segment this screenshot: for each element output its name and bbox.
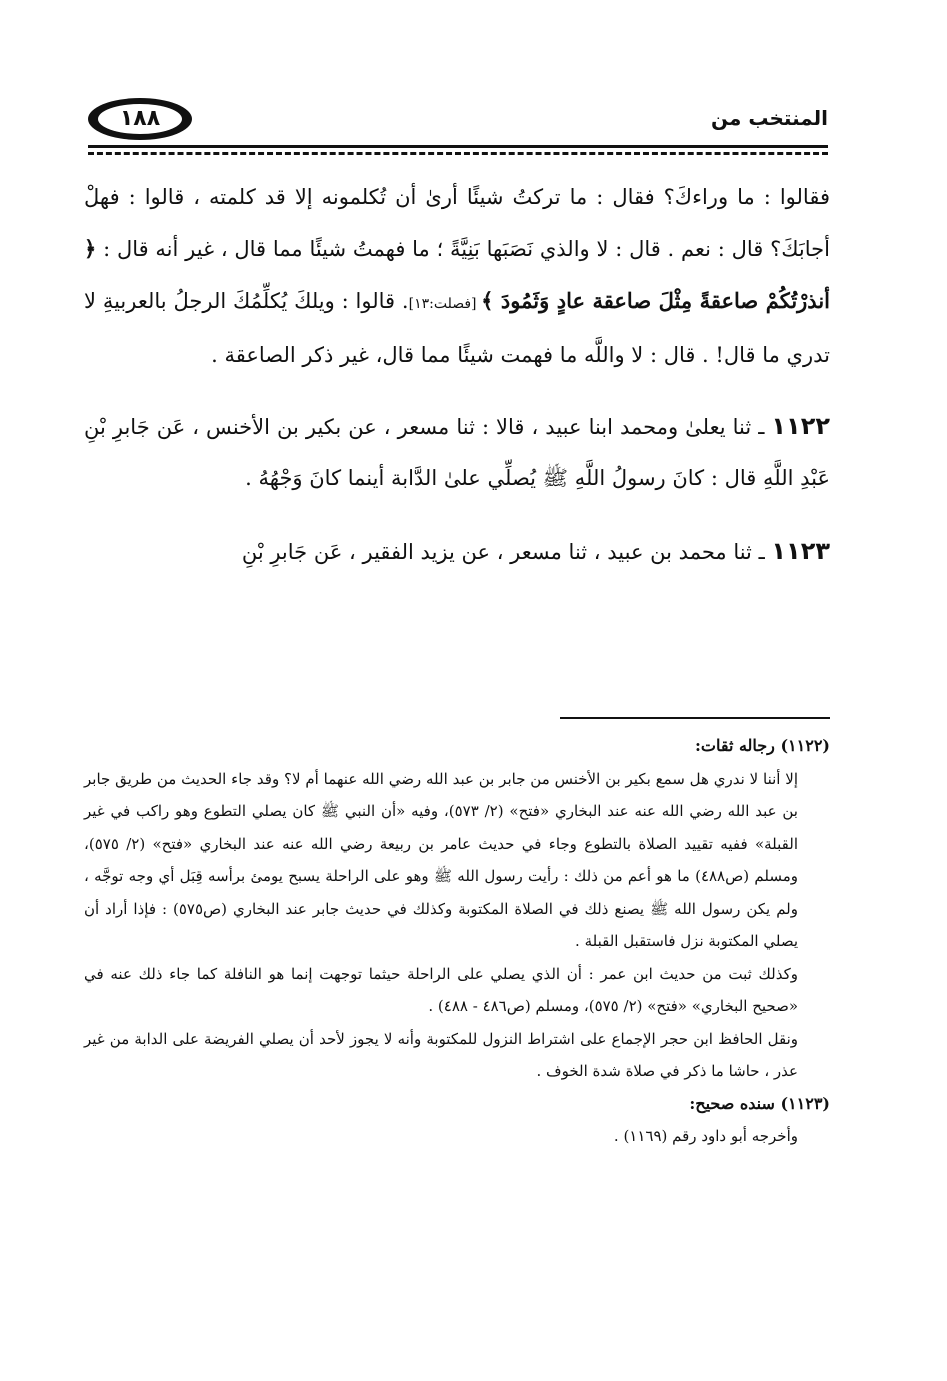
- footnote-1123-heading: (١١٢٣) سنده صحيح:: [689, 1093, 830, 1113]
- hadith-text: ـ ثنا يعلىٰ ومحمد ابنا عبيد ، قالا : ثنا مسعر ، عن بكير بن الأخنس ، عَن جَابرِ بْنِ عَبْدِ اللَّهِ قال : كانَ رسولُ اللَّهِ ﷺ يُصلِّي علىٰ الدَّابة أينما كانَ وَجْهُهُ .: [84, 415, 830, 490]
- footnote-1122-heading: (١١٢٢) رجاله ثقات:: [695, 736, 830, 755]
- main-text: [84, 172, 830, 600]
- header-divider: [88, 145, 828, 157]
- hadith-1122: [84, 401, 830, 504]
- header-rule-dashed: [88, 152, 828, 155]
- paragraph-text-b: . قالوا : ويلكَ يُكلِّمُكَ الرجلُ بالعربيةِ لا تدري ما قال! . قال : لا واللَّه ما فهمت شيئًا مما قال، غير ذكر الصاعقة .: [84, 289, 830, 367]
- footnote-separator: [560, 717, 830, 719]
- quran-verse: ﴿ أنذرْتُكُمْ صاعقةً مِثْلَ صاعقة عادٍ وَثَمُودَ ﴾: [84, 236, 831, 313]
- page-number: ١٨٨: [98, 104, 182, 134]
- page-header: [88, 98, 828, 144]
- verse-reference: [فصلت:١٣]: [408, 296, 482, 312]
- hadith-number: ١١٢٣: [771, 537, 830, 565]
- header-rule-solid: [88, 145, 828, 148]
- footnote-1122-paragraph: إلا أننا لا ندري هل سمع بكير بن الأخنس من جابر بن عبد الله رضي الله عنهما أم لا؟ وقد جاء الحديث من طريق جابر بن عبد الله رضي الله عنه عند البخاري «فتح» (٢/ ٥٧٣)، وفيه «أن النبي ﷺ كان يصلي التطوع وهو راكب في غير القبلة» ففيه تقييد الصلاة بالتطوع وجاء في حديث عامر بن ربيعة رضي الله عنه عند البخاري «فتح» (٢/ ٥٧٥)، ومسلم (ص٤٨٨) ما هو أعم من ذلك : رأيت رسول الله ﷺ وهو على الراحلة يسبح يومئ برأسه قِبَل أي وجه توجَّه ، ولم يكن رسول الله ﷺ يصنع ذلك في الصلاة المكتوبة وكذلك في حديث جابر عند البخاري (ص٥٧٥) : فإذا أراد أن يصلي المكتوبة نزل فاستقبل القبلة .: [84, 769, 798, 950]
- running-title: المنتخب من: [710, 106, 828, 130]
- footnote-1122-paragraph: وكذلك ثبت من حديث ابن عمر : أن الذي يصلي على الراحلة حيثما توجهت إنما هو النافلة كما جاء ذلك عنه في «صحيح البخاري» «فتح» (٢/ ٥٧٥)، ومسلم (ص٤٨٦ - ٤٨٨) .: [84, 964, 798, 1015]
- hadith-text: ـ ثنا محمد بن عبيد ، ثنا مسعر ، عن يزيد الفقير ، عَن جَابرِ بْنِ: [241, 540, 772, 564]
- footnote-1123-paragraph: وأخرجه أبو داود رقم (١١٦٩) .: [613, 1127, 798, 1145]
- paragraph-continuation: [84, 172, 830, 381]
- footnote-1122-paragraph: ونقل الحافظ ابن حجر الإجماع على اشتراط النزول للمكتوبة وأنه لا يجوز لأحد أن يصلي الفريضة على الدابة من غير عذر ، حاشا ما ذكر في صلاة شدة الخوف .: [84, 1029, 799, 1080]
- hadith-number: ١١٢٢: [771, 412, 830, 440]
- footnotes: [84, 730, 830, 1153]
- hadith-1123: [84, 526, 830, 578]
- page-number-badge: [88, 98, 192, 140]
- paragraph-text-a: فقالوا : ما وراءكَ؟ فقال : ما تركتُ شيئًا أرىٰ أن تُكلمونه إلا قد كلمته ، قالوا : فهلْ أجابَكَ؟ قال : نعم . قال : لا والذي نَصَبَها بَنِيَّةً ؛ ما فهمتُ شيئًا مما قال ، غير أنه قال :: [84, 185, 830, 261]
